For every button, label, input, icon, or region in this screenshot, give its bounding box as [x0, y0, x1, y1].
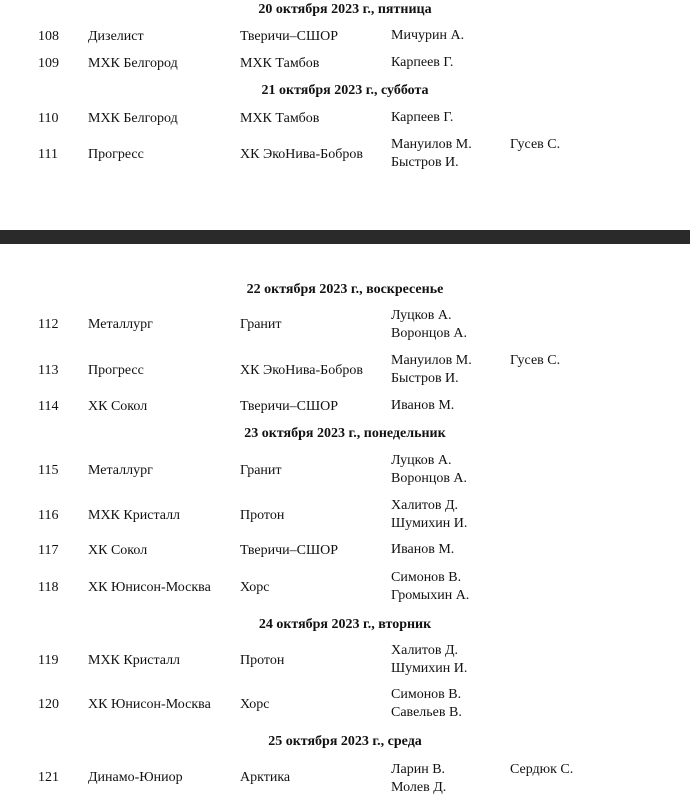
referee: Савельев В. [391, 705, 462, 720]
home-team: Металлург [88, 463, 153, 478]
date-header: 25 октября 2023 г., среда [268, 734, 422, 749]
home-team: ХК Юнисон-Москва [88, 697, 211, 712]
game-number: 114 [38, 399, 59, 414]
referee: Иванов М. [391, 398, 455, 413]
home-team: ХК Сокол [88, 543, 148, 558]
game-number: 111 [38, 147, 58, 162]
date-header: 20 октября 2023 г., пятница [258, 2, 432, 17]
away-team: МХК Тамбов [240, 111, 320, 126]
game-number: 119 [38, 653, 59, 668]
home-team: МХК Кристалл [88, 653, 181, 668]
date-header: 22 октября 2023 г., воскресенье [246, 282, 444, 297]
home-team: ХК Сокол [88, 399, 148, 414]
referee: Громыхин А. [391, 588, 470, 603]
away-team: Гранит [240, 317, 282, 332]
referee: Быстров И. [391, 155, 459, 170]
date-header: 21 октября 2023 г., суббота [261, 83, 429, 98]
referee: Молев Д. [391, 780, 447, 795]
extra-official: Гусев С. [510, 137, 561, 152]
referee: Воронцов А. [391, 326, 468, 341]
game-number: 113 [38, 363, 59, 378]
game-number: 109 [38, 56, 59, 71]
game-number: 117 [38, 543, 59, 558]
away-team: Протон [240, 508, 285, 523]
referee: Мичурин А. [391, 28, 465, 43]
extra-official: Сердюк С. [510, 762, 574, 777]
referee: Быстров И. [391, 371, 459, 386]
away-team: Хорс [240, 697, 270, 712]
away-team: Тверичи–СШОР [240, 29, 338, 44]
page-divider [0, 230, 690, 244]
away-team: Тверичи–СШОР [240, 543, 338, 558]
referee: Мануилов М. [391, 353, 472, 368]
date-header: 23 октября 2023 г., понедельник [244, 426, 446, 441]
referee: Мануилов М. [391, 137, 472, 152]
game-number: 112 [38, 317, 59, 332]
away-team: Гранит [240, 463, 282, 478]
home-team: Металлург [88, 317, 153, 332]
home-team: МХК Белгород [88, 111, 178, 126]
referee: Симонов В. [391, 570, 462, 585]
home-team: Прогресс [88, 147, 144, 162]
referee: Шумихин И. [391, 516, 468, 531]
referee: Карпеев Г. [391, 110, 454, 125]
home-team: МХК Кристалл [88, 508, 181, 523]
home-team: Дизелист [88, 29, 144, 44]
away-team: Тверичи–СШОР [240, 399, 338, 414]
away-team: Хорс [240, 580, 270, 595]
referee: Ларин В. [391, 762, 446, 777]
referee: Халитов Д. [391, 643, 459, 658]
away-team: МХК Тамбов [240, 56, 320, 71]
referee: Иванов М. [391, 542, 455, 557]
home-team: ХК Юнисон-Москва [88, 580, 211, 595]
referee: Симонов В. [391, 687, 462, 702]
game-number: 120 [38, 697, 59, 712]
game-number: 121 [38, 770, 59, 785]
referee: Шумихин И. [391, 661, 468, 676]
referee: Воронцов А. [391, 471, 468, 486]
game-number: 108 [38, 29, 59, 44]
referee: Луцков А. [391, 453, 452, 468]
game-number: 118 [38, 580, 59, 595]
home-team: Прогресс [88, 363, 144, 378]
game-number: 116 [38, 508, 59, 523]
away-team: Протон [240, 653, 285, 668]
date-header: 24 октября 2023 г., вторник [258, 617, 432, 632]
home-team: МХК Белгород [88, 56, 178, 71]
referee: Карпеев Г. [391, 55, 454, 70]
away-team: ХК ЭкоНива-Бобров [240, 147, 363, 162]
away-team: Арктика [240, 770, 291, 785]
referee: Халитов Д. [391, 498, 459, 513]
extra-official: Гусев С. [510, 353, 561, 368]
home-team: Динамо-Юниор [88, 770, 183, 785]
game-number: 115 [38, 463, 59, 478]
game-number: 110 [38, 111, 59, 126]
referee: Луцков А. [391, 308, 452, 323]
away-team: ХК ЭкоНива-Бобров [240, 363, 363, 378]
